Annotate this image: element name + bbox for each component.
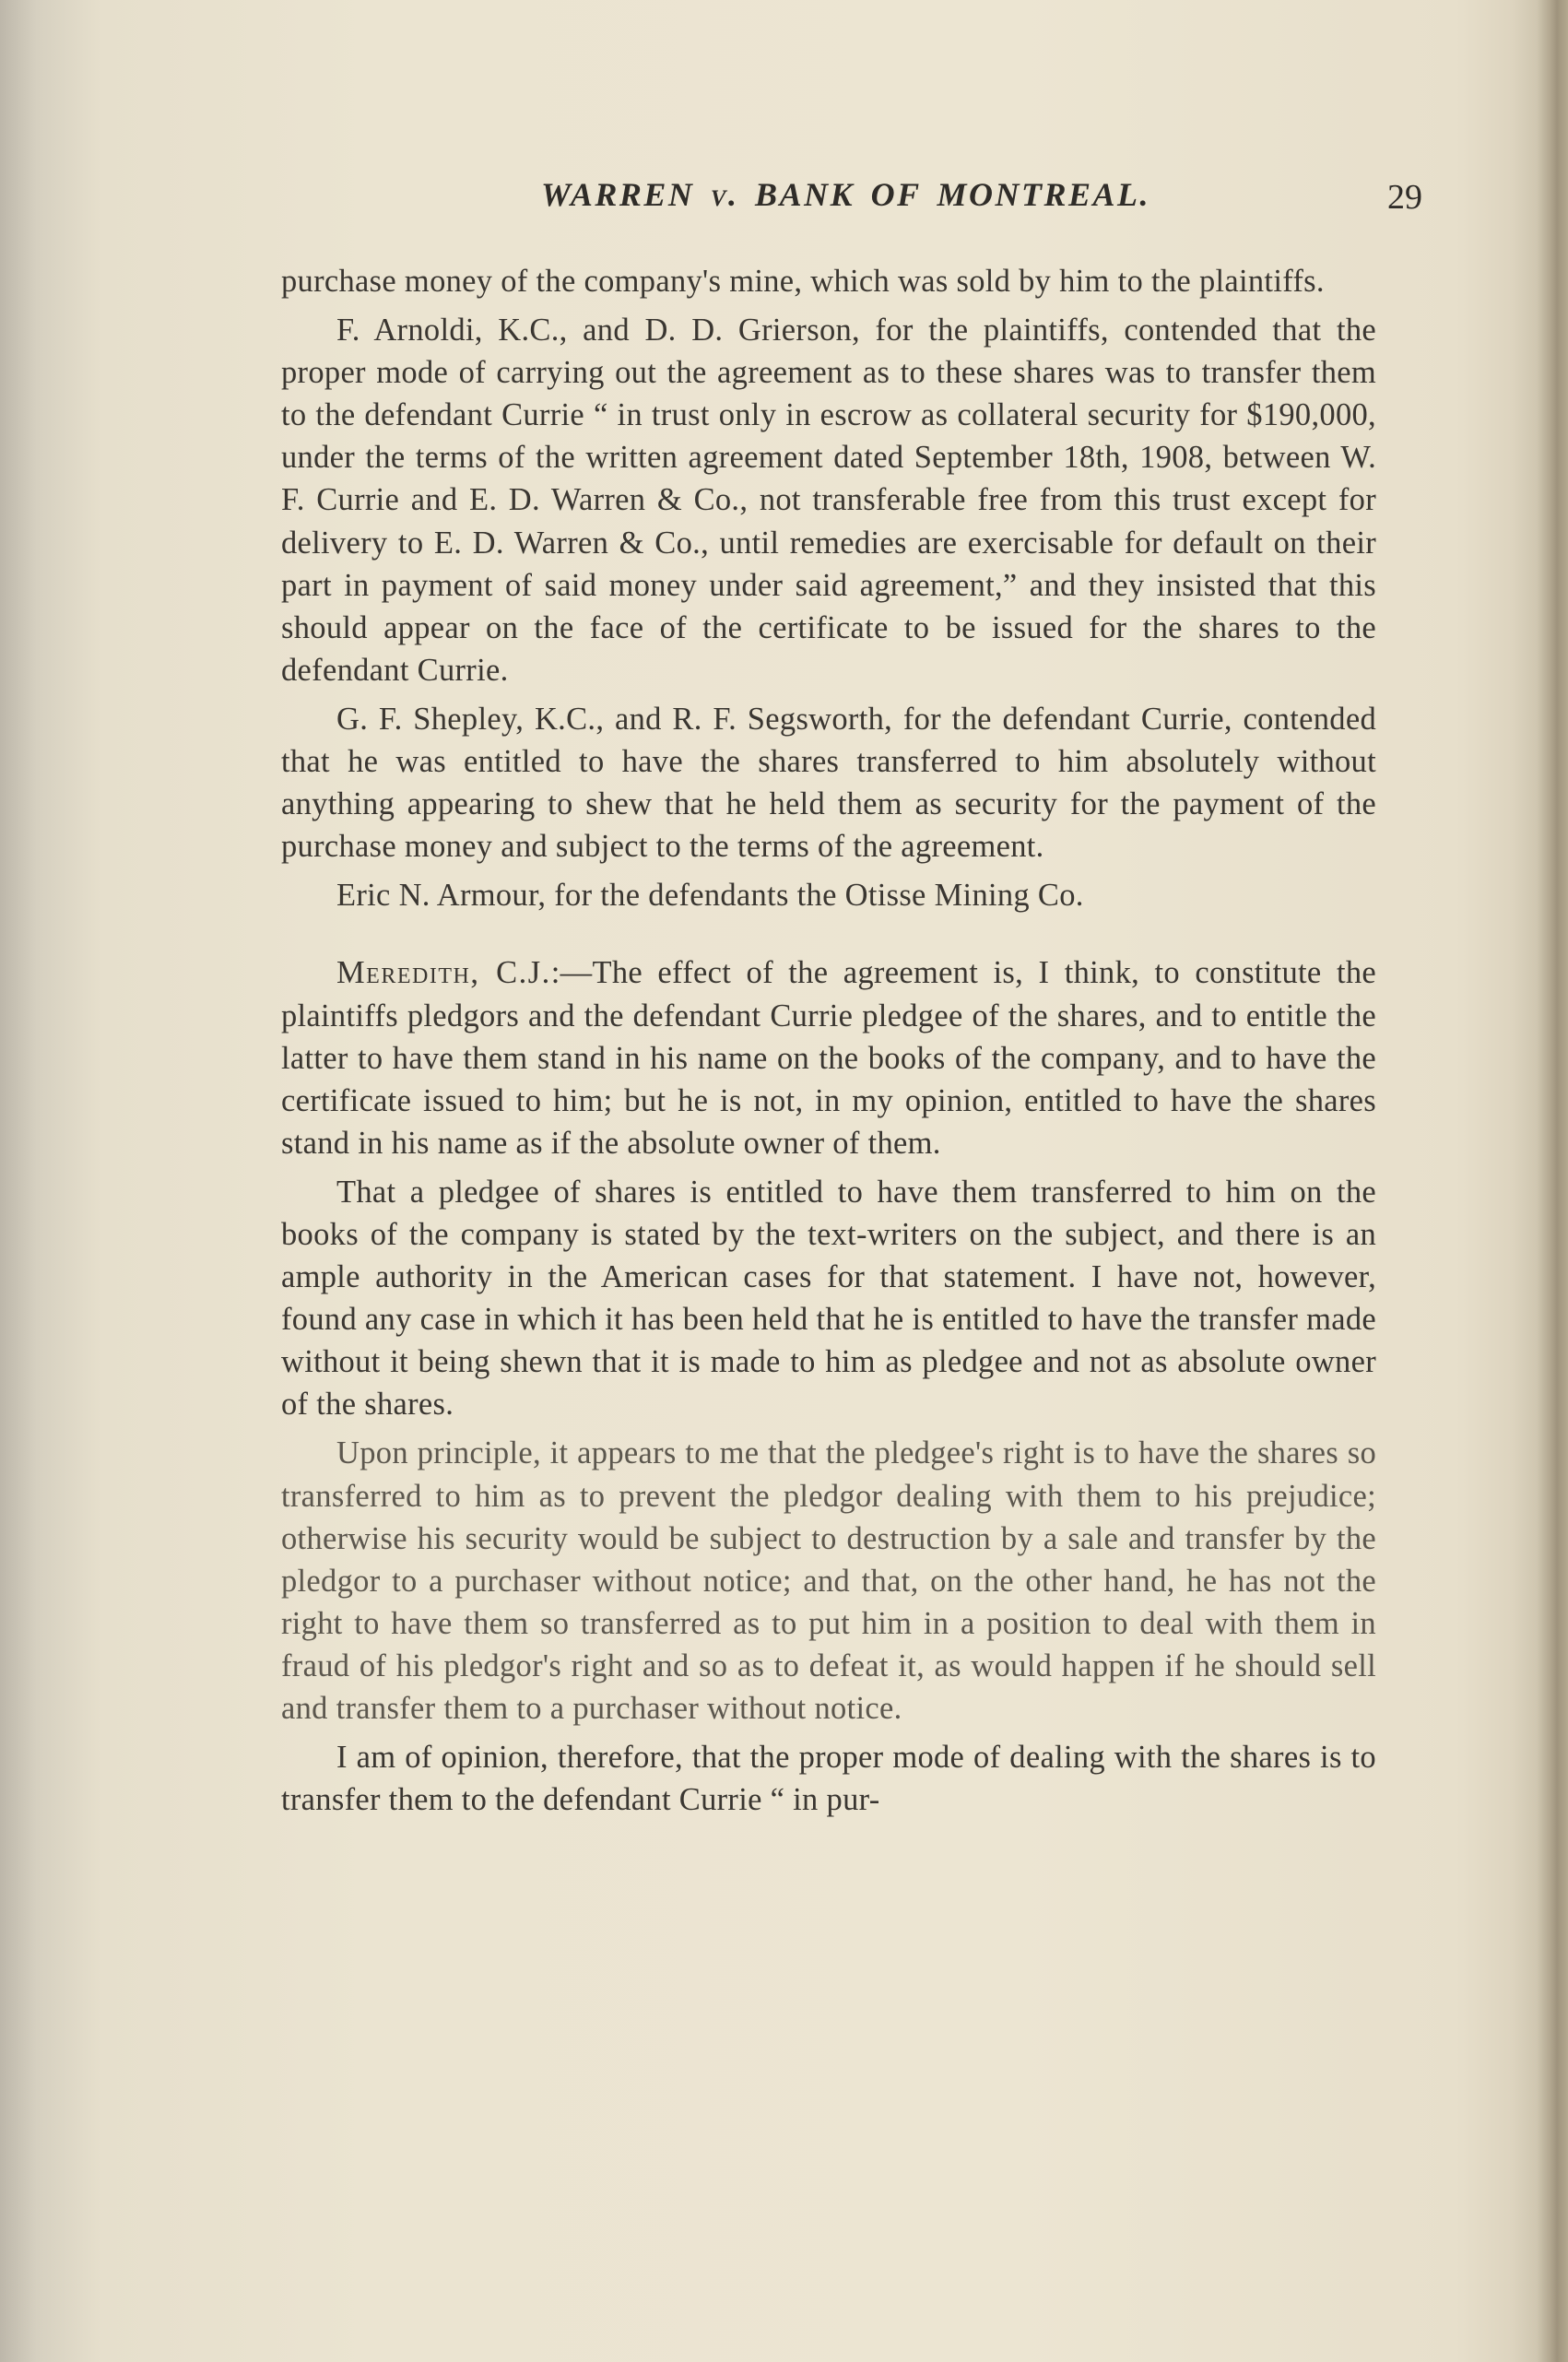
body-text [281, 260, 1376, 1827]
paragraph-defendant-counsel: G. F. Shepley, K.C., and R. F. Segsworth, for the defendant Currie, contended that he was entitled to have the shares transferred to him absolutely without anything appearing to shew that he held them as security for the payment of the purchase money and subject to the terms of the agreement. [281, 701, 1376, 865]
page-header [281, 175, 1424, 230]
paragraph-plaintiffs-counsel: F. Arnoldi, K.C., and D. D. Grierson, for the plaintiffs, contended that the proper mode of carrying out the agreement as to these shares was to transfer them to the defendant Currie “ in trust only in escrow as collateral security for $190,000, under the terms of the written agreement dated September 18th, 1908, between W. F. Currie and E. D. Warren & Co., not transferable free from this trust except for delivery to E. D. Warren & Co., until remedies are exercisable for default on their part in payment of said money under said agreement,” and they insisted that this should appear on the face of the certificate to be issued for the shares to the defendant Currie. [281, 313, 1376, 688]
paragraph-continuation: purchase money of the company's mine, which was sold by him to the plaintiffs. [281, 264, 1325, 299]
running-head: WARREN v. BANK OF MONTREAL. [541, 176, 1150, 213]
paragraph-opinion: I am of opinion, therefore, that the proper mode of dealing with the shares is to transfer them to the defendant Currie “ in pur- [281, 1740, 1376, 1818]
paragraph-mining-co-counsel: Eric N. Armour, for the defendants the Otisse Mining Co. [336, 878, 1084, 914]
paragraph-pledgee-transfer: That a pledgee of shares is entitled to have them transferred to him on the books of the company is stated by the text-writers on the subject, and there is an ample authority in the American cases for that statement. I have not, however, found any case in which it has been held that he is entitled to have the transfer made without it being shewn that it is made to him as pledgee and not as absolute owner of the shares. [281, 1174, 1376, 1423]
paragraph-judgment-opening: Meredith, C.J.:—The effect of the agreement is, I think, to constitute the plaintiffs pledgors and the defendant Currie pledgee of the shares, and to entitle the latter to have them stand in his name on the books of the company, and to have the certificate issued to him; but he is not, in my opinion, entitled to have the shares stand in his name as if the absolute owner of them. [281, 955, 1376, 1161]
binding-edge [1537, 0, 1568, 2362]
judge-name: Meredith, C.J. [336, 955, 551, 991]
paragraph-principle: Upon principle, it appears to me that the pledgee's right is to have the shares so transferred to him as to prevent the pledgor dealing with them to his prejudice; otherwise his security would be subject to destruction by a sale and transfer by the pledgor to a purchaser without notice; and that, on the other hand, he has not the right to have them so transferred as to put him in a position to deal with them in fraud of his pledgor's right and so as to defeat it, as would happen if he should sell and transfer them to a purchaser without notice. [281, 1435, 1376, 1726]
page-number: 29 [1387, 178, 1422, 217]
